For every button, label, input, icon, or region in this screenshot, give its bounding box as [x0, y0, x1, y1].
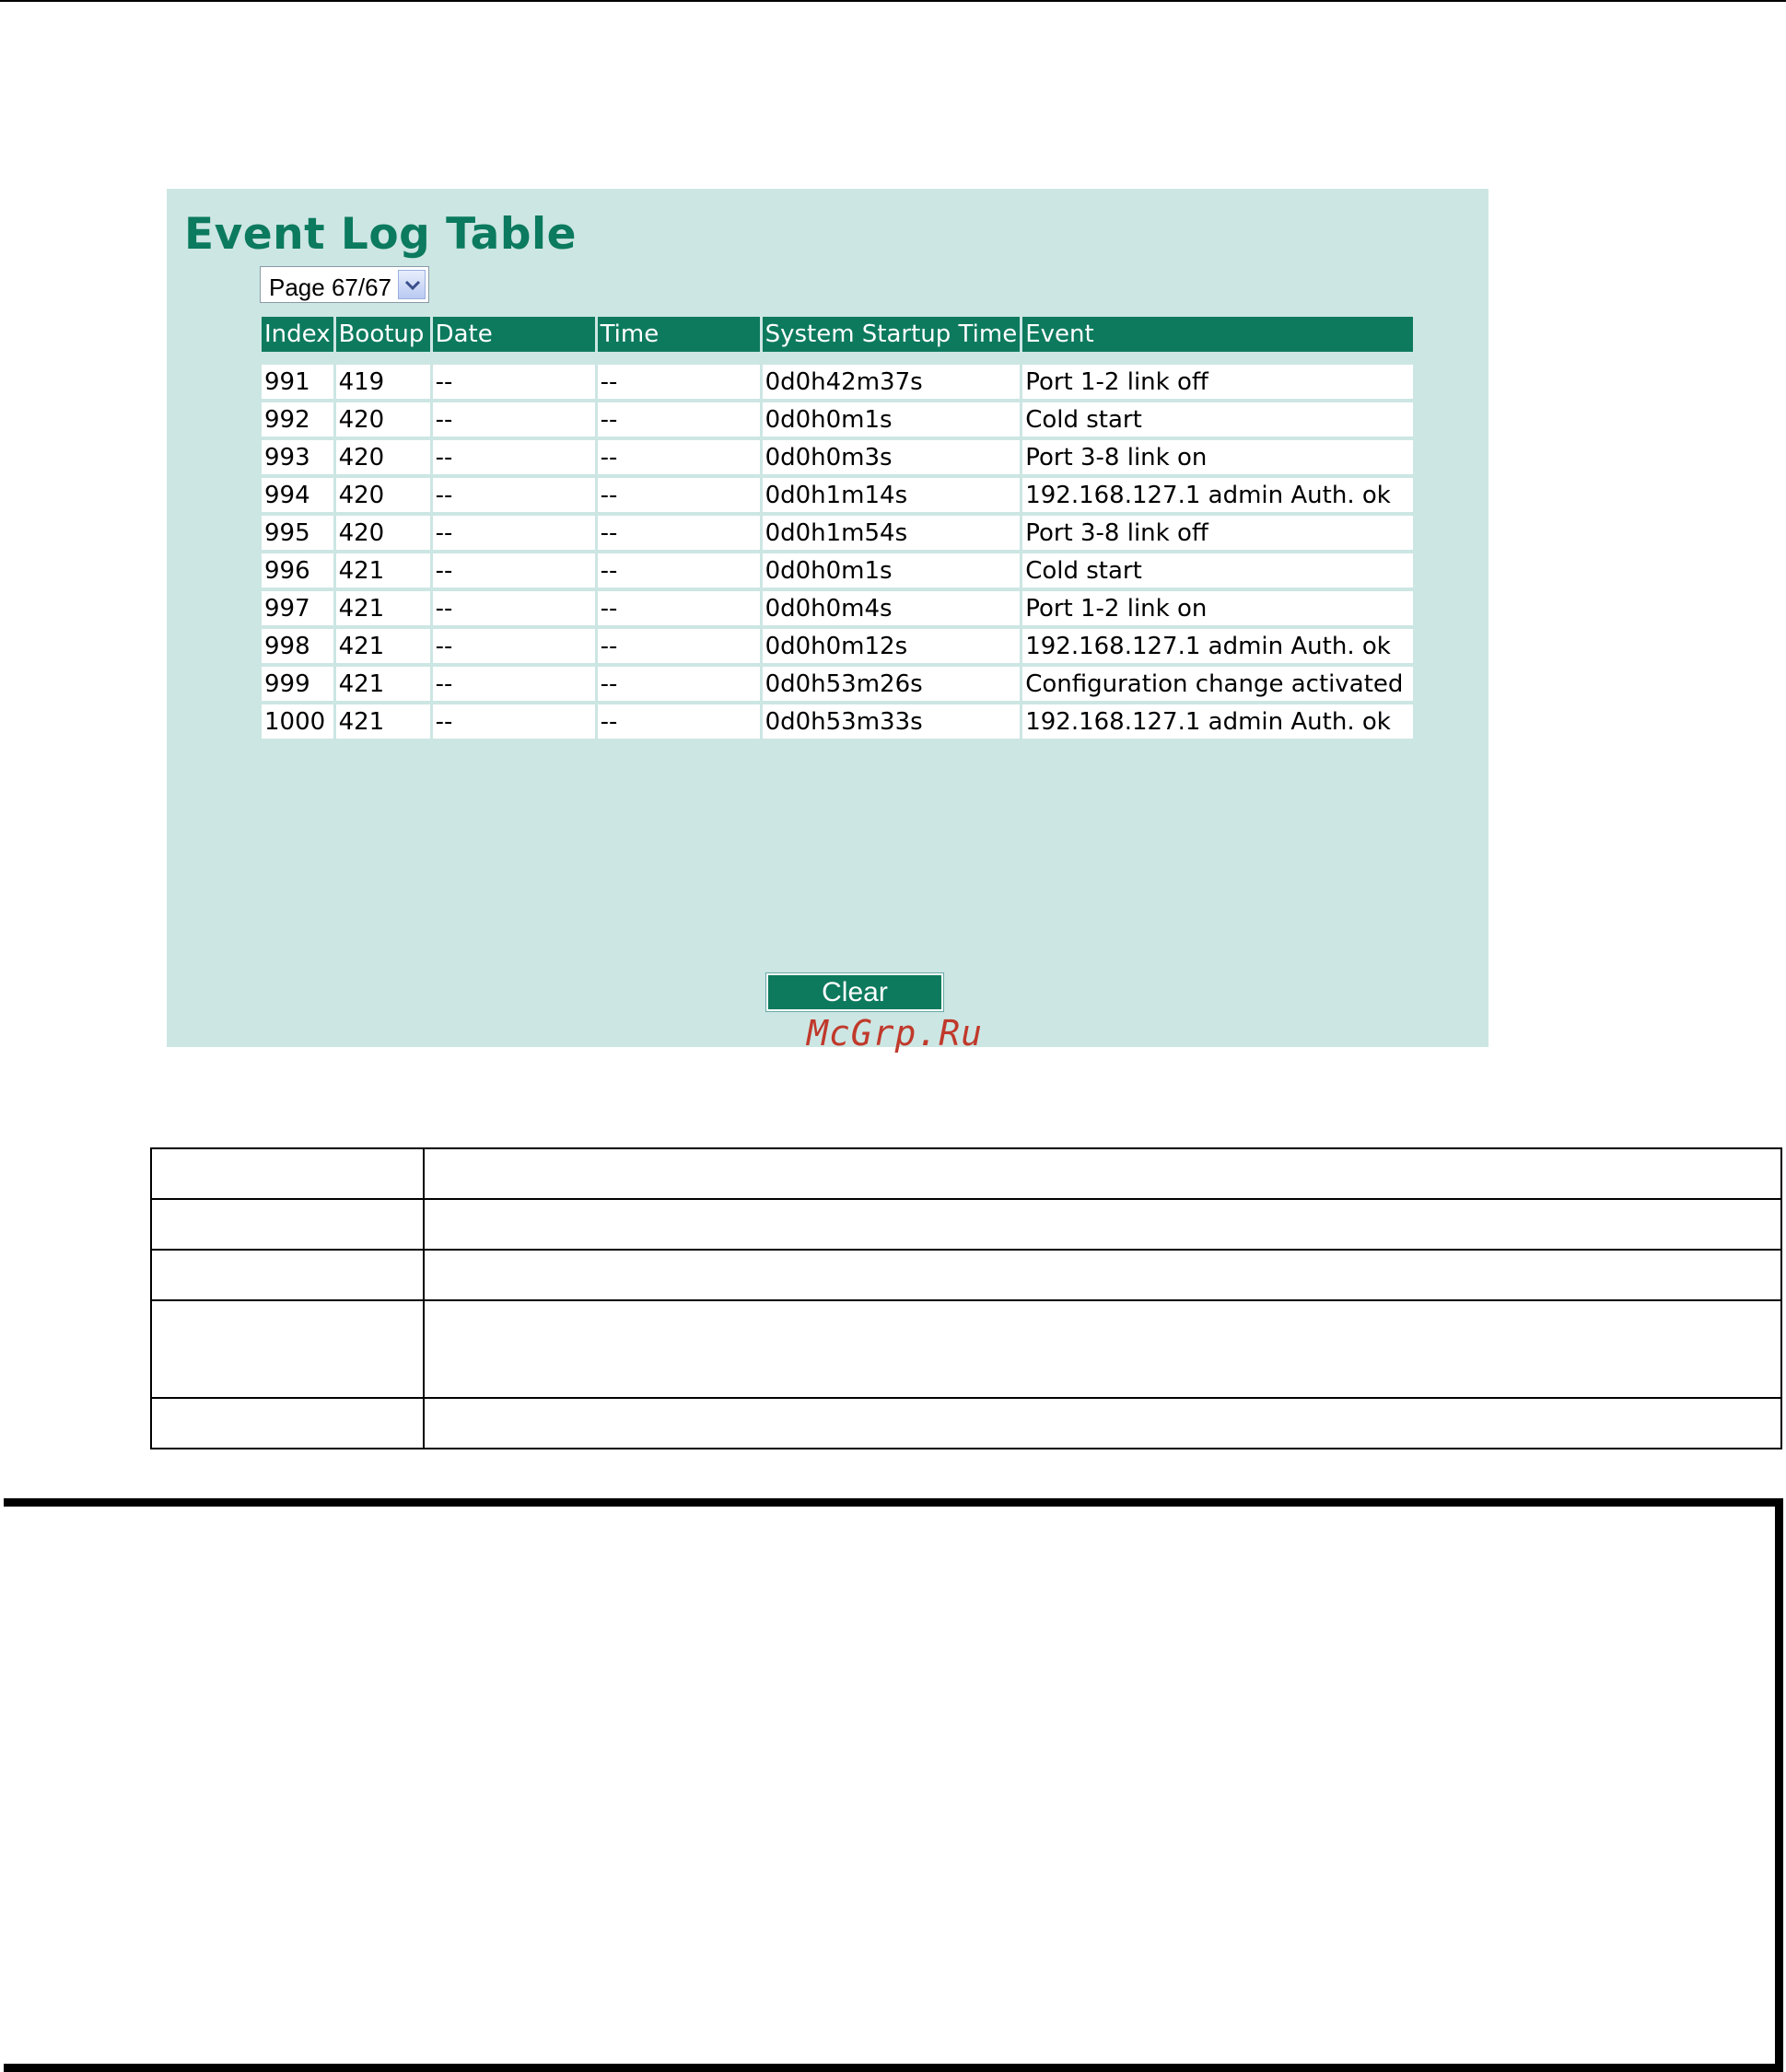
cell-index: 997	[262, 591, 333, 629]
cell-event: Cold start	[1022, 402, 1413, 440]
page-select-value: Page 67/67	[269, 274, 392, 301]
cell-index: 996	[262, 553, 333, 591]
cell-event: Port 3-8 link off	[1022, 516, 1413, 553]
cell-bootup: 420	[336, 478, 430, 516]
cell-bootup: 420	[336, 440, 430, 478]
cell-event: Configuration change activated	[1022, 667, 1413, 704]
cell-date: --	[433, 553, 595, 591]
table-spacer	[262, 352, 1413, 365]
cell-index: 992	[262, 402, 333, 440]
cell-event: Port 1-2 link on	[1022, 591, 1413, 629]
cell-system-startup-time: 0d0h0m12s	[763, 629, 1021, 667]
table-cell	[151, 1250, 424, 1300]
event-log-panel	[167, 189, 1488, 1047]
table-row	[151, 1148, 1781, 1199]
watermark: McGrp.Ru	[807, 1013, 984, 1053]
cell-event: Port 1-2 link off	[1022, 365, 1413, 402]
cell-index: 995	[262, 516, 333, 553]
cell-bootup: 419	[336, 365, 430, 402]
column-header-time: Time	[598, 317, 760, 352]
cell-system-startup-time: 0d0h53m33s	[763, 704, 1021, 742]
clear-button[interactable]: Clear	[766, 973, 943, 1011]
table-row	[262, 516, 1413, 553]
table-row	[151, 1199, 1781, 1250]
cell-event: Cold start	[1022, 553, 1413, 591]
table-row	[151, 1250, 1781, 1300]
cell-event: 192.168.127.1 admin Auth. ok	[1022, 704, 1413, 742]
cell-index: 991	[262, 365, 333, 402]
cell-index: 994	[262, 478, 333, 516]
table-row	[262, 478, 1413, 516]
table-cell	[424, 1199, 1781, 1250]
bottom-frame	[4, 1498, 1783, 2072]
cell-event: Port 3-8 link on	[1022, 440, 1413, 478]
table-row	[262, 440, 1413, 478]
bottom-rule	[4, 2064, 1775, 2072]
table-row	[151, 1398, 1781, 1449]
column-header-event: Event	[1022, 317, 1413, 352]
page-title: Event Log Table	[184, 209, 578, 260]
table-row	[262, 553, 1413, 591]
cell-index: 999	[262, 667, 333, 704]
cell-date: --	[433, 365, 595, 402]
table-cell	[424, 1250, 1781, 1300]
cell-bootup: 420	[336, 402, 430, 440]
cell-bootup: 421	[336, 704, 430, 742]
cell-date: --	[433, 591, 595, 629]
cell-index: 1000	[262, 704, 333, 742]
column-header-date: Date	[433, 317, 595, 352]
column-header-system-startup-time: System Startup Time	[763, 317, 1021, 352]
table-cell	[151, 1148, 424, 1199]
table-cell	[424, 1148, 1781, 1199]
description-table	[150, 1147, 1782, 1449]
cell-date: --	[433, 704, 595, 742]
top-rule	[0, 0, 1786, 2]
cell-time: --	[598, 516, 760, 553]
dropdown-button[interactable]	[398, 270, 426, 299]
cell-system-startup-time: 0d0h42m37s	[763, 365, 1021, 402]
cell-time: --	[598, 365, 760, 402]
cell-event: 192.168.127.1 admin Auth. ok	[1022, 478, 1413, 516]
cell-time: --	[598, 629, 760, 667]
cell-bootup: 420	[336, 516, 430, 553]
cell-time: --	[598, 440, 760, 478]
event-log-table	[259, 317, 1416, 742]
cell-system-startup-time: 0d0h0m4s	[763, 591, 1021, 629]
table-cell	[424, 1398, 1781, 1449]
table-row	[262, 402, 1413, 440]
table-row	[262, 704, 1413, 742]
chevron-down-icon	[404, 279, 421, 292]
cell-system-startup-time: 0d0h53m26s	[763, 667, 1021, 704]
cell-time: --	[598, 591, 760, 629]
table-header-row	[262, 317, 1413, 352]
table-cell	[151, 1300, 424, 1398]
cell-date: --	[433, 440, 595, 478]
column-header-bootup: Bootup	[336, 317, 430, 352]
cell-date: --	[433, 478, 595, 516]
table-row	[262, 365, 1413, 402]
cell-time: --	[598, 478, 760, 516]
cell-date: --	[433, 402, 595, 440]
cell-time: --	[598, 667, 760, 704]
table-row	[262, 591, 1413, 629]
table-cell	[151, 1398, 424, 1449]
cell-time: --	[598, 704, 760, 742]
cell-bootup: 421	[336, 667, 430, 704]
cell-time: --	[598, 402, 760, 440]
cell-system-startup-time: 0d0h0m3s	[763, 440, 1021, 478]
cell-time: --	[598, 553, 760, 591]
page-select[interactable]	[260, 266, 429, 303]
cell-bootup: 421	[336, 591, 430, 629]
table-cell	[424, 1300, 1781, 1398]
cell-system-startup-time: 0d0h0m1s	[763, 402, 1021, 440]
cell-system-startup-time: 0d0h1m54s	[763, 516, 1021, 553]
table-row	[262, 629, 1413, 667]
cell-date: --	[433, 667, 595, 704]
table-cell	[151, 1199, 424, 1250]
cell-bootup: 421	[336, 553, 430, 591]
cell-index: 998	[262, 629, 333, 667]
cell-bootup: 421	[336, 629, 430, 667]
cell-system-startup-time: 0d0h1m14s	[763, 478, 1021, 516]
cell-system-startup-time: 0d0h0m1s	[763, 553, 1021, 591]
table-row	[262, 667, 1413, 704]
cell-date: --	[433, 629, 595, 667]
cell-event: 192.168.127.1 admin Auth. ok	[1022, 629, 1413, 667]
cell-index: 993	[262, 440, 333, 478]
table-row	[151, 1300, 1781, 1398]
column-header-index: Index	[262, 317, 333, 352]
cell-date: --	[433, 516, 595, 553]
